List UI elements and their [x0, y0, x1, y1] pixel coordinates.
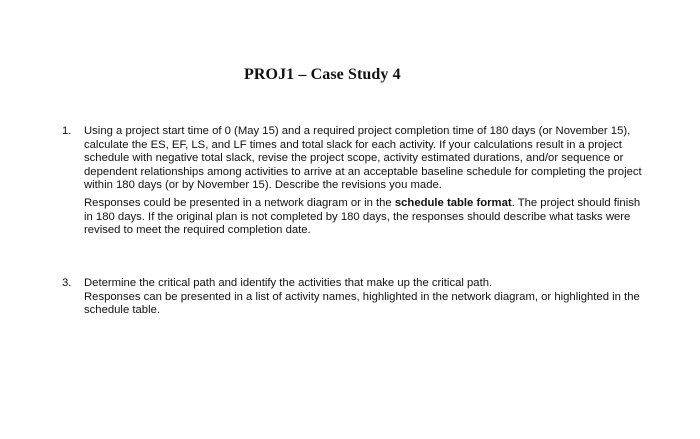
- question-text: Using a project start time of 0 (May 15) and a required project completion time of 180 days (or November 15), calculate the ES, EF, LS, and LF times and total slack for each activity. If your calculations result in a project schedule with negative total slack, revise the project scope, activity estimated durations, and/or sequence or dependent relationships among activities to arrive at an acceptable baseline schedule for completing the project within 180 days (or by November 15). Describe the revisions you made.: [84, 125, 642, 192]
- response-bold-term: schedule table format: [394, 196, 512, 209]
- item-body: [84, 277, 652, 318]
- item-number: 1.: [62, 125, 72, 137]
- list-item-1: [62, 125, 652, 238]
- document-title: PROJ1 – Case Study 4: [244, 66, 401, 83]
- question-text: Determine the critical path and identify the activities that make up the critical path.: [84, 277, 493, 289]
- response-text-start: Responses could be presented in a network diagram or in the: [84, 196, 395, 209]
- response-text: [84, 197, 652, 238]
- item-number: 3.: [62, 277, 72, 289]
- list-item-3: [62, 277, 652, 318]
- response-text-end: . The project should finish in 180 days. If the original plan is not completed by 180 days, the responses should describe what tasks were revised to meet the required completion date.: [84, 196, 641, 237]
- response-text: Responses can be presented in a list of activity names, highlighted in the network diagram, or highlighted in the schedule table.: [84, 290, 640, 317]
- item-body: [84, 125, 652, 238]
